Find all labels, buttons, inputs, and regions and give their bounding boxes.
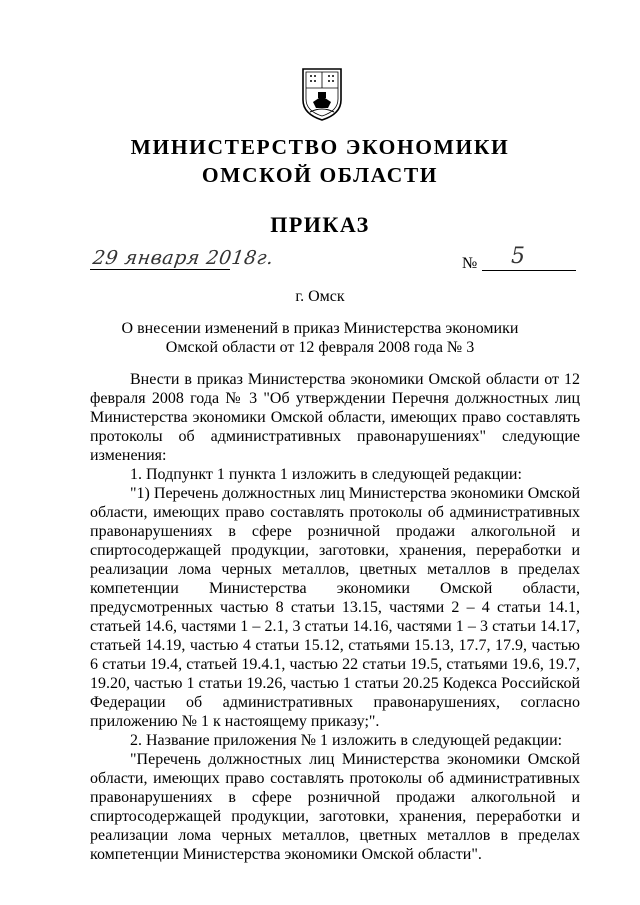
body-paragraph-item2: 2. Название приложения № 1 изложить в следующей редакции: (130, 732, 563, 749)
subject-line1: О внесении изменений в приказ Министерства экономики (121, 320, 519, 337)
order-subject (0, 319, 640, 357)
body-paragraph-item1: 1. Подпункт 1 пункта 1 изложить в следующей редакции: (130, 466, 522, 483)
city-name: г. Омск (295, 288, 345, 305)
body-paragraph-intro: Внести в приказ Министерства экономики Омской области от 12 февраля 2008 года № 3 "Об утверждении Перечня должностных лиц Министерства экономики Омской области, имеющих право составлять протоколы об административных правонарушениях" следующие изменения: (90, 371, 580, 464)
subject-line2: Омской области от 12 февраля 2008 года № 3 (165, 339, 475, 356)
ministry-title-line2: ОМСКОЙ ОБЛАСТИ (201, 163, 439, 187)
handwritten-number: 5 (511, 244, 525, 269)
document-type-title: ПРИКАЗ (270, 212, 370, 237)
coat-of-arms-emblem (300, 66, 344, 122)
number-label: № (462, 255, 478, 272)
body-paragraph-item1-text: "1) Перечень должностных лиц Министерства экономики Омской области, имеющих право составлять протоколы об административных правонарушениях в сфере розничной продажи алкогольной и спиртосодержащей продукции, заготовки, хранения, переработки и реализации лома черных металлов, цветных металлов в пределах компетенции Министерства экономики Омской области, предусмотренных частью 8 статьи 13.15, частями 2 – 4 статьи 14.1, статьей 14.6, частями 1 – 2.1, 3 статьи 14.16, частями 1 – 3 статьи 14.17, статьей 14.19, частью 4 статьи 15.12, статьями 15.13, 17.7, 17.9, частью 6 статьи 19.4, статьей 19.4.1, частью 22 статьи 19.5, статьями 19.6, 19.7, 19.20, частью 1 статьи 19.26, частью 1 статьи 20.25 Кодекса Российской Федерации об административных правонарушениях, согласно приложению № 1 к настоящему приказу;". (90, 485, 580, 730)
ministry-title (0, 133, 640, 189)
body-paragraph-item2-text: "Перечень должностных лиц Министерства экономики Омской области, имеющих право составлять протоколы об административных правонарушениях в сфере розничной продажи алкогольной и спиртосодержащей продукции, заготовки, хранения, переработки и реализации лома черных металлов, цветных металлов в пределах компетенции Министерства экономики Омской области". (90, 751, 580, 863)
ministry-title-line1: МИНИСТЕРСТВО ЭКОНОМИКИ (130, 135, 510, 159)
handwritten-date: 29 января 2018г. (91, 247, 276, 269)
order-body (90, 370, 580, 864)
date-underline (90, 269, 230, 270)
number-underline (482, 270, 576, 271)
